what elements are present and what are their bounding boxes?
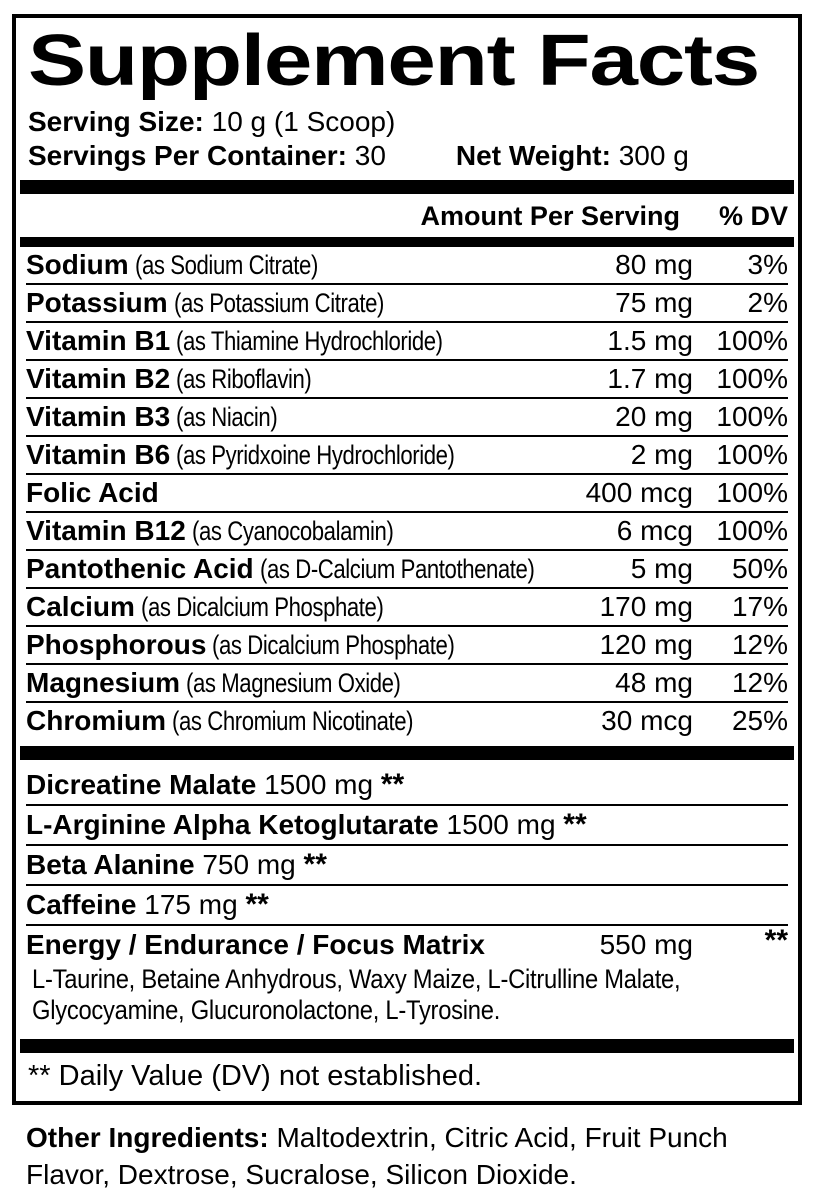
dv-header: % DV (718, 200, 788, 231)
label-title: Supplement Facts (28, 21, 759, 101)
nutrient-name-cell (26, 553, 543, 585)
blend-ingredient-cell (26, 849, 195, 880)
nutrient-dv: 100% (716, 438, 788, 470)
servings-per-container-label: Servings Per Container: (28, 139, 347, 171)
header-divider (20, 237, 794, 247)
servings-net-weight-line (28, 139, 788, 173)
nutrient-amount: 5 mg (630, 552, 693, 584)
blend-dv: ** (380, 767, 405, 801)
nutrient-name: Vitamin B3 (26, 400, 171, 432)
serving-size-line (28, 105, 788, 139)
table-row (26, 321, 788, 359)
nutrient-amount: 1.5 mg (607, 324, 693, 356)
nutrient-form: (as Dicalcium Phosphate) (140, 591, 384, 622)
nutrient-amount: 400 mcg (585, 476, 693, 508)
blend-ingredient-cell (26, 809, 439, 840)
nutrient-form: (as Potassium Citrate) (173, 287, 384, 318)
nutrient-amount: 75 mg (615, 286, 693, 318)
nutrient-dv: 50% (731, 552, 788, 584)
table-row (26, 587, 788, 625)
blend-divider (20, 746, 794, 760)
blend-ingredient-cell (26, 889, 136, 920)
nutrient-rows (26, 247, 788, 739)
blend-amount: 175 mg (144, 888, 238, 920)
blend-amount: 1500 mg (446, 808, 556, 840)
nutrient-name: Pantothenic Acid (26, 552, 254, 584)
nutrient-name-cell (26, 287, 543, 319)
serving-size-value: 10 g (1 Scoop) (211, 105, 396, 137)
nutrient-amount: 80 mg (615, 248, 693, 280)
table-row (26, 473, 788, 511)
nutrient-amount: 120 mg (599, 628, 693, 660)
servings-per-container-value: 30 (354, 139, 386, 171)
nutrient-name-cell (26, 401, 543, 433)
dv-footnote: ** Daily Value (DV) not established. (28, 1059, 483, 1092)
nutrient-amount: 30 mcg (601, 704, 693, 736)
column-header-row (26, 200, 788, 232)
nutrient-name: Calcium (26, 590, 135, 622)
blend-ingredient-cell (26, 769, 256, 800)
nutrient-dv: 17% (731, 590, 788, 622)
other-ingredients (26, 1119, 796, 1193)
nutrient-form: (as Niacin) (176, 401, 278, 432)
blend-dv: ** (245, 887, 269, 921)
blend-ingredient-name: Energy / Endurance / Focus Matrix (26, 928, 486, 960)
nutrient-form: (as Magnesium Oxide) (186, 667, 401, 698)
blend-ingredient-name: Beta Alanine (26, 848, 195, 880)
table-row (26, 549, 788, 587)
nutrient-name: Vitamin B12 (26, 514, 186, 546)
nutrient-name-cell (26, 439, 543, 471)
nutrient-dv: 3% (747, 248, 788, 280)
blend-row-main (26, 849, 327, 881)
blend-ingredient-name: L-Arginine Alpha Ketoglutarate (26, 808, 439, 840)
table-row (26, 804, 788, 844)
nutrient-form: (as Cyanocobalamin) (191, 515, 394, 546)
table-row (26, 663, 788, 701)
other-ingredients-text: Maltodextrin, Citric Acid, Fruit Punch Flavor, Dextrose, Sucralose, Silicon Dioxide. (26, 1121, 728, 1190)
nutrient-amount: 48 mg (615, 666, 693, 698)
nutrient-dv: 100% (716, 324, 788, 356)
nutrient-name-cell (26, 629, 543, 661)
table-row (26, 884, 788, 924)
nutrient-form: (as Thiamine Hydrochloride) (176, 325, 443, 356)
matrix-ingredients (26, 964, 788, 1032)
blend-dv: ** (303, 847, 327, 881)
blend-amount: 550 mg (599, 928, 693, 960)
nutrient-dv: 100% (716, 362, 788, 394)
nutrient-name: Magnesium (26, 666, 181, 698)
table-row (26, 701, 788, 739)
blend-rows (26, 766, 788, 1032)
table-row (26, 359, 788, 397)
other-ingredients-label: Other Ingredients: (26, 1121, 269, 1153)
nutrient-name-cell (26, 249, 543, 281)
table-row (26, 625, 788, 663)
blend-row-main (26, 809, 587, 841)
blend-ingredient-name: Caffeine (26, 888, 137, 920)
nutrient-form: (as Pyridxoine Hydrochloride) (176, 439, 455, 470)
nutrient-dv: 100% (716, 400, 788, 432)
nutrient-name-cell (26, 477, 543, 509)
table-row (26, 283, 788, 321)
thick-divider-top (20, 180, 794, 194)
nutrient-name: Vitamin B1 (26, 324, 171, 356)
nutrient-name-cell (26, 591, 543, 623)
blend-ingredient-name: Dicreatine Malate (26, 768, 257, 800)
nutrient-amount: 6 mcg (616, 514, 693, 546)
nutrient-name-cell (26, 705, 543, 737)
table-row (26, 766, 788, 804)
table-row (26, 397, 788, 435)
amount-header: Amount Per Serving (420, 200, 680, 231)
nutrient-name: Chromium (26, 704, 166, 736)
nutrient-name-cell (26, 667, 543, 699)
nutrient-name: Potassium (26, 286, 168, 318)
nutrient-dv: 12% (731, 628, 788, 660)
footnote-divider (20, 1039, 794, 1053)
net-weight-label: Net Weight: (455, 139, 611, 171)
nutrient-name: Sodium (26, 248, 129, 280)
blend-row-main (26, 769, 404, 801)
nutrient-dv: 2% (747, 286, 788, 318)
nutrient-name-cell (26, 325, 543, 357)
supplement-facts-label (12, 14, 802, 1105)
nutrient-form: (as Riboflavin) (176, 363, 312, 394)
nutrient-name-cell (26, 363, 543, 395)
nutrient-amount: 170 mg (599, 590, 693, 622)
nutrient-dv: 12% (731, 666, 788, 698)
nutrient-name: Folic Acid (26, 476, 159, 508)
nutrient-name-cell (26, 515, 543, 547)
matrix-line: Glycocyamine, Glucuronolactone, L-Tyrosine. (32, 994, 501, 1025)
table-row (26, 435, 788, 473)
nutrient-dv: 100% (716, 476, 788, 508)
table-row (26, 247, 788, 283)
nutrient-amount: 2 mg (630, 438, 693, 470)
table-row (26, 844, 788, 884)
nutrient-dv: 100% (716, 514, 788, 546)
nutrient-dv: 25% (731, 704, 788, 736)
matrix-line: L-Taurine, Betaine Anhydrous, Waxy Maize, L-Citrulline Malate, (32, 963, 681, 994)
blend-row-main (26, 889, 269, 921)
nutrient-form: (as Dicalcium Phosphate) (212, 629, 455, 660)
nutrient-form: (as Sodium Citrate) (134, 249, 318, 280)
nutrient-form: (as Chromium Nicotinate) (172, 705, 414, 736)
nutrient-amount: 20 mg (615, 400, 693, 432)
blend-amount: 1500 mg (264, 768, 374, 800)
table-row (26, 924, 788, 1032)
nutrient-name: Vitamin B2 (26, 362, 171, 394)
blend-ingredient-cell (26, 929, 543, 961)
net-weight-value: 300 g (618, 139, 689, 171)
nutrient-name: Phosphorous (26, 628, 207, 660)
blend-amount: 750 mg (202, 848, 296, 880)
nutrient-amount: 1.7 mg (607, 362, 693, 394)
blend-dv: ** (563, 807, 587, 841)
nutrient-name: Vitamin B6 (26, 438, 171, 470)
nutrient-form: (as D-Calcium Pantothenate) (259, 553, 535, 584)
table-row (26, 511, 788, 549)
serving-size-label: Serving Size: (28, 105, 204, 137)
blend-dv: ** (764, 923, 788, 957)
blend-row-main (26, 923, 788, 964)
